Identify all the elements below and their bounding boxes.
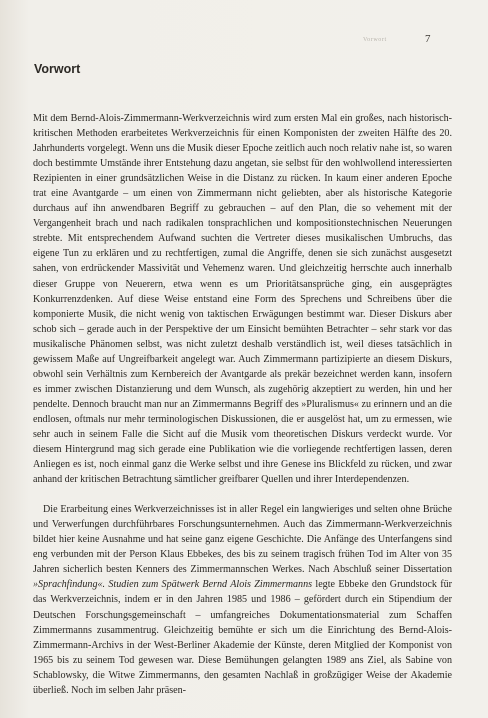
section-title: Vorwort <box>34 62 81 76</box>
running-head: Vorwort <box>363 37 387 43</box>
paragraph-2 <box>33 502 452 698</box>
paragraph-1 <box>33 111 452 487</box>
paragraph-2-text-end: legte Ebbeke den Grundstock für das Werkverzeichnis, indem er in den Jahren 1985 und 1986 – gefördert durch ein Stipendium der Deutschen Forschungsgemeinschaft – umfangreiches Dokumentationsmaterial zum Schaffen Zimmermanns zusammentrug. Gleichzeitig bemühte er sich um die Einrichtung des Bernd-Alois-Zimmermann-Archivs in der West-Berliner Akademie der Künste, deren Mitglied der Komponist von 1965 bis zu seinem Tod gewesen war. Diese Bemühungen gelangten 1989 ans Ziel, als Sabine von Schablowsky, die Witwe Zimmermanns, den gesamten Nachlaß in großzügiger Weise der Akademie überließ. Noch im selben Jahr präsen- <box>33 579 452 696</box>
page-number: 7 <box>425 33 431 45</box>
body-text <box>33 111 452 698</box>
paragraph-1-text: Mit dem Bernd-Alois-Zimmermann-Werkverzeichnis wird zum ersten Mal ein großes, nach historisch-kritischen Methoden erarbeitetes Werkverzeichnis für einen Komponisten der zweiten Hälfte des 20. Jahrhunderts vorgelegt. Wenn uns die Musik dieser Epoche zeitlich auch noch relativ nahe ist, so waren doch bestimmte Umstände ihrer Entstehung dazu angetan, sie selbst für den wohlwollend interessierten Rezipienten in einer grundsätzlichen Weise in die Distanz zu rücken. In kaum einer anderen Epoche trat eine Avantgarde – um einen von Zimmermann nicht geliebten, aber als historische Kategorie durchaus auf ihn anwendbaren Begriff zu gebrauchen – auf den Plan, die so vehement mit der Vergangenheit brach und nach radikalen tonsprachlichen und kompositionstechnischen Neuerungen strebte. Mit entsprechendem Aufwand suchten die Vertreter dieses musikalischen Umbruchs, das eigene Tun zu erklären und zu rechtfertigen, zumal die Angriffe, denen sie sich zunächst ausgesetzt sahen, von erdrückender Massivität und Vehemenz waren. Und gleichzeitig herrschte auch innerhalb dieser Gruppe von Neuerern, etwa wenn es um Prioritätsansprüche ging, ein ausgeprägtes Konkurrenzdenken. Auf diese Weise entstand eine Form des Sprechens und Schreibens über die komponierte Musik, die nicht wenig von taktischen Erwägungen bestimmt war. Dieser Diskurs aber schob sich – gerade auch in der Perspektive der um Einsicht bemühten Betrachter – sehr stark vor das musikalische Phänomen selbst, was nicht zuletzt deshalb verständlich ist, weil dieses tatsächlich in gewissem Maße auf Ungreifbarkeit angelegt war. Auch Zimmermann partizipierte an diesem Diskurs, obwohl sein Verhältnis zum Kernbereich der Avantgarde als prekär bezeichnet werden kann, insofern es immer zwischen Distanzierung und dem Wunsch, als zugehörig akzeptiert zu werden, hin und her pendelte. Dennoch braucht man nur an Zimmermanns Begriff des »Pluralismus« zu erinnern und an die endlosen, oftmals nur mehr terminologischen Diskussionen, die er ausgelöst hat, um zu ermessen, wie sehr auch in seinem Falle die Sicht auf die Musik vom theoretischen Diskurs verdeckt wurde. Vor diesem Hintergrund mag sich gerade eine Publikation wie die vorliegende rechtfertigen lassen, deren Anliegen es ist, noch einmal ganz die Werke selbst und ihre Genese ins Blickfeld zu rücken, und zwar anhand der kritischen Betrachtung sämtlicher greifbarer Quellen und ihrer Interdependenzen. <box>33 113 452 486</box>
dissertation-title: »Sprachfindung«. Studien zum Spätwerk Bernd Alois Zimmermanns <box>33 579 313 591</box>
paragraph-2-text-start: Die Erarbeitung eines Werkverzeichnisses ist in aller Regel ein langwieriges und selten ohne Brüche und Verwerfungen durchführbares Forschungsunternehmen. Auch das Zimmermann-Werkverzeichnis bildet hier keine Ausnahme und hat seine ganz eigene Geschichte. Die Anfänge des Unterfangens sind eng verbunden mit der Person Klaus Ebbekes, des bis zu seinem tragisch frühen Tod im Alter von 35 Jahren sicherlich besten Kenners des Zimmermannschen Werkes. Nach Abschluß seiner Dissertation <box>33 504 452 576</box>
